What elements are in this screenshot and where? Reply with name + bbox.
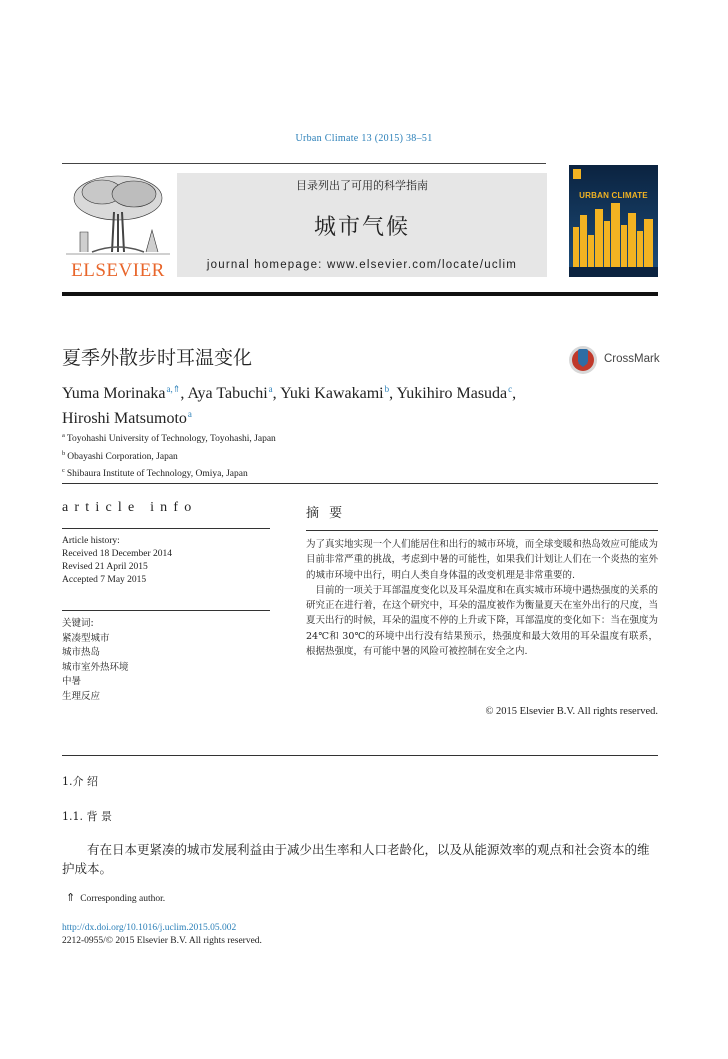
keywords-label: 关键词: bbox=[62, 618, 94, 629]
history-label: Article history: bbox=[62, 536, 120, 546]
author-4[interactable]: Yukihiro Masuda$^c$ bbox=[396, 384, 513, 402]
abstract-rule bbox=[306, 530, 658, 531]
author-1[interactable]: Yuma Morinaka$^{a,⇑}$ bbox=[62, 384, 181, 402]
body-paragraph: 有在日本更紧凑的城市发展利益由于减少出生率和人口老龄化，以及从能源效率的观点和社会资本的维护成本。 bbox=[62, 842, 650, 876]
doi-link[interactable]: http://dx.doi.org/10.1016/j.uclim.2015.05.002 bbox=[62, 923, 237, 933]
journal-cover-image[interactable] bbox=[569, 165, 658, 277]
section-heading-introduction: 1.介 绍 bbox=[62, 775, 98, 788]
subsection-heading-background: 1.1. 背 景 bbox=[62, 810, 112, 823]
journal-homepage-link[interactable]: journal homepage: www.elsevier.com/locate/uclim bbox=[206, 259, 518, 271]
journal-reference[interactable]: Urban Climate 13 (2015) 38–51 bbox=[295, 133, 433, 144]
author-3[interactable]: Yuki Kawakami$^b$ bbox=[280, 384, 390, 402]
elsevier-wordmark: ELSEVIER bbox=[71, 260, 165, 281]
keyword: 紧凑型城市 bbox=[62, 632, 110, 644]
article-history bbox=[62, 535, 172, 587]
article-info-heading: article info bbox=[62, 500, 198, 515]
abstract-heading: 摘 要 bbox=[306, 506, 346, 521]
keyword: 中暑 bbox=[62, 676, 82, 687]
info-rule-bottom bbox=[62, 755, 658, 756]
info-rule-top bbox=[62, 483, 658, 484]
affiliation-c: $^c$ Shibaura Institute of Technology, Omiya, Japan bbox=[62, 467, 248, 479]
header-rule-thick bbox=[62, 292, 658, 296]
journal-header-box bbox=[177, 173, 547, 277]
city-skyline-icon bbox=[569, 165, 658, 277]
abstract-paragraph: 目前的一项关于耳部温度变化以及耳朵温度和在真实城市环境中遇热强度的关系的研究正在进行着，在这个研究中，耳朵的温度被作为衡量夏天在室外出行的尺度，当夏天出行的时候，耳朵的温度不停的上升或下降，耳部温度的变化如下：当在强度为 24℃和 30℃的环境中出行没有结果预示，热强度和最大效用的耳朵温度有联系，根据热强度，有可能中暑的风险可被控制在安全之内. bbox=[306, 584, 658, 658]
article-info-rule bbox=[62, 528, 270, 529]
keyword: 生理反应 bbox=[62, 690, 101, 702]
abstract-body bbox=[306, 537, 658, 659]
affiliation-b: $^b$ Obayashi Corporation, Japan bbox=[62, 449, 178, 462]
abstract-paragraph: 为了真实地实现一个人们能居住和出行的城市环境，而全球变暖和热岛效应可能成为目前非常严重的挑战，考虑到中暑的可能性，如果我们计划让人们在一个炎热的室外的城市环境中出行，明白人类自身体温的改变机理是非常重要的. bbox=[306, 539, 658, 581]
abstract-copyright: © 2015 Elsevier B.V. All rights reserved. bbox=[485, 706, 658, 717]
keywords bbox=[62, 617, 129, 704]
footnote-mark: ⇑ bbox=[66, 892, 76, 904]
keyword: 城市室外热环境 bbox=[62, 661, 129, 673]
author-2[interactable]: Aya Tabuchi$^a$ bbox=[187, 384, 273, 402]
issn-copyright: 2212-0955/© 2015 Elsevier B.V. All rights reserved. bbox=[62, 936, 262, 946]
elsevier-tree-icon bbox=[62, 172, 174, 258]
crossmark-icon bbox=[568, 345, 600, 375]
crossmark-label: CrossMark bbox=[604, 353, 660, 365]
keywords-rule bbox=[62, 610, 270, 611]
corresponding-author-footnote bbox=[66, 891, 165, 904]
accepted-date: Accepted 7 May 2015 bbox=[62, 575, 147, 585]
received-date: Received 18 December 2014 bbox=[62, 549, 172, 559]
footnote-text: Corresponding author. bbox=[80, 894, 166, 904]
author-list: Yuma Morinaka$^{a,⇑}$, Aya Tabuchi$^a$, Yuki Kawakami$^b$, Yukihiro Masuda$^c$, Hiroshi Matsumoto$^a$ bbox=[62, 384, 517, 427]
journal-title: 城市气候 bbox=[313, 215, 410, 240]
header-rule-top bbox=[62, 163, 546, 164]
contents-available-line[interactable]: 目录列出了可用的科学指南 bbox=[296, 179, 428, 192]
keyword: 城市热岛 bbox=[62, 647, 101, 658]
cover-title: URBAN CLIMATE bbox=[579, 191, 648, 200]
author-5[interactable]: Hiroshi Matsumoto$^a$ bbox=[62, 409, 192, 427]
revised-date: Revised 21 April 2015 bbox=[62, 562, 148, 572]
affiliation-a: $^a$ Toyohashi University of Technology, Toyohashi, Japan bbox=[62, 432, 276, 444]
article-title: 夏季外散步时耳温变化 bbox=[62, 347, 253, 369]
crossmark-badge[interactable] bbox=[568, 345, 660, 375]
affiliations bbox=[62, 429, 276, 482]
